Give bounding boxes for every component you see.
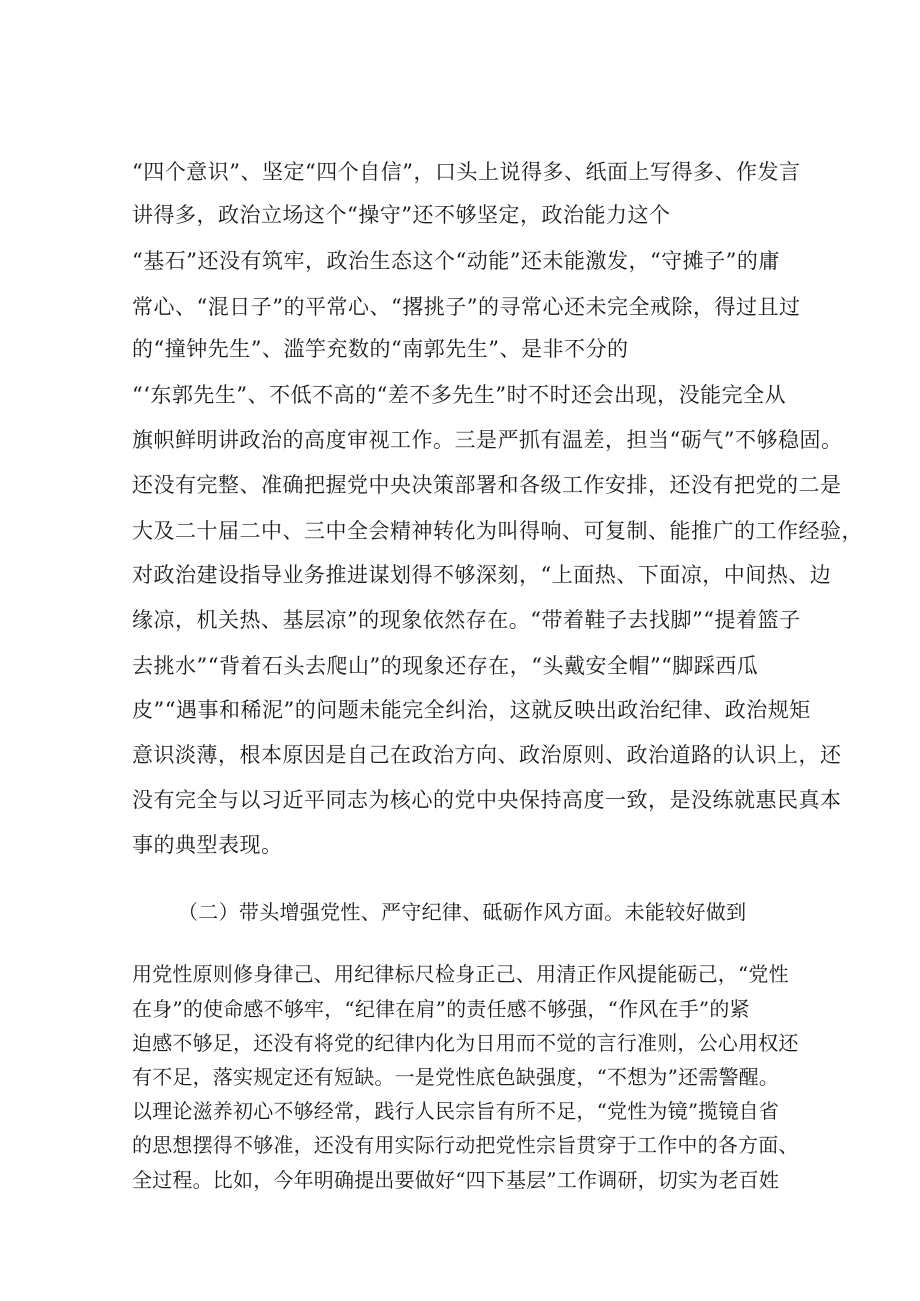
section-heading-2: （二）带头增强党性、严守纪律、砥砺作风方面。未能较好做到 (178, 900, 747, 924)
paragraph-1-line-15: 没有完全与以习近平同志为核心的党中央保持高度一致，是没练就惠民真本 (132, 788, 842, 812)
paragraph-1-line-6: “‘东郭先生”、不低不高的“差不多先生”时不时还会出现，没能完全从 (132, 383, 787, 407)
paragraph-1-line-1: “四个意识”、坚定“四个自信”，口头上说得多、纸面上写得多、作发言 (132, 160, 801, 184)
paragraph-1-line-5: 的“撞钟先生”、滥竽充数的“南郭先生”、是非不分的 (132, 337, 629, 361)
paragraph-1-line-10: 对政治建设指导业务推进谋划得不够深刻，“上面热、下面凉，中间热、边 (132, 563, 832, 587)
paragraph-2-line-7: 全过程。比如，今年明确提出要做好“四下基层”工作调研，切实为老百姓 (132, 1168, 780, 1192)
paragraph-1-line-8: 还没有完整、准确把握党中央决策部署和各级工作安排，还没有把党的二是 (132, 473, 842, 497)
paragraph-2-line-2: 在身”的使命感不够牢，“纪律在肩”的责任感不够强，“作风在手”的紧 (132, 997, 750, 1021)
paragraph-2-line-3: 迫感不够足，还没有将党的纪律内化为日用而不觉的言行准则，公心用权还 (132, 1031, 799, 1055)
paragraph-1-line-16: 事的典型表现。 (132, 833, 283, 857)
paragraph-1-line-9: 大及二十届二中、三中全会精神转化为叫得响、可复制、能推广的工作经验， (132, 519, 863, 543)
paragraph-2-line-5: 以理论滋养初心不够经常，践行人民宗旨有所不足，“党性为镜”揽镜自省 (132, 1099, 780, 1123)
paragraph-2-line-4: 有不足，落实规定还有短缺。一是党性底色缺强度，“不想为”还需警醒。 (132, 1065, 780, 1089)
paragraph-1-line-13: 皮”“遇事和稀泥”的问题未能完全纠治，这就反映出政治纪律、政治规矩 (132, 698, 811, 722)
paragraph-1-line-12: 去挑水”“背着石头去爬山”的现象还存在，“头戴安全帽”“脚踩西瓜 (132, 654, 759, 678)
paragraph-2-line-1: 用党性原则修身律己、用纪律标尺检身正己、用清正作风提能砺己，“党性 (132, 962, 789, 986)
paragraph-1-line-11: 缘凉，机关热、基层凉”的现象依然存在。“带着鞋子去找脚”“提着篮子 (132, 608, 801, 632)
paragraph-1-line-3: “基石”还没有筑牢，政治生态这个“动能”还未能激发，“守摊子”的庸 (132, 249, 780, 273)
paragraph-1-line-7: 旗帜鲜明讲政治的高度审视工作。三是严抓有温差，担当“砺气”不够稳固。 (132, 428, 843, 452)
paragraph-1-line-14: 意识淡薄，根本原因是自己在政治方向、政治原则、政治道路的认识上，还 (132, 743, 842, 767)
paragraph-2-line-6: 的思想摆得不够准，还没有用实际行动把党性宗旨贯穿于工作中的各方面、 (132, 1133, 799, 1157)
paragraph-1-line-2: 讲得多，政治立场这个“操守”还不够坚定，政治能力这个 (132, 203, 671, 227)
paragraph-1-line-4: 常心、“混日子”的平常心、“撂挑子”的寻常心还未完全戒除，得过且过 (132, 295, 801, 319)
